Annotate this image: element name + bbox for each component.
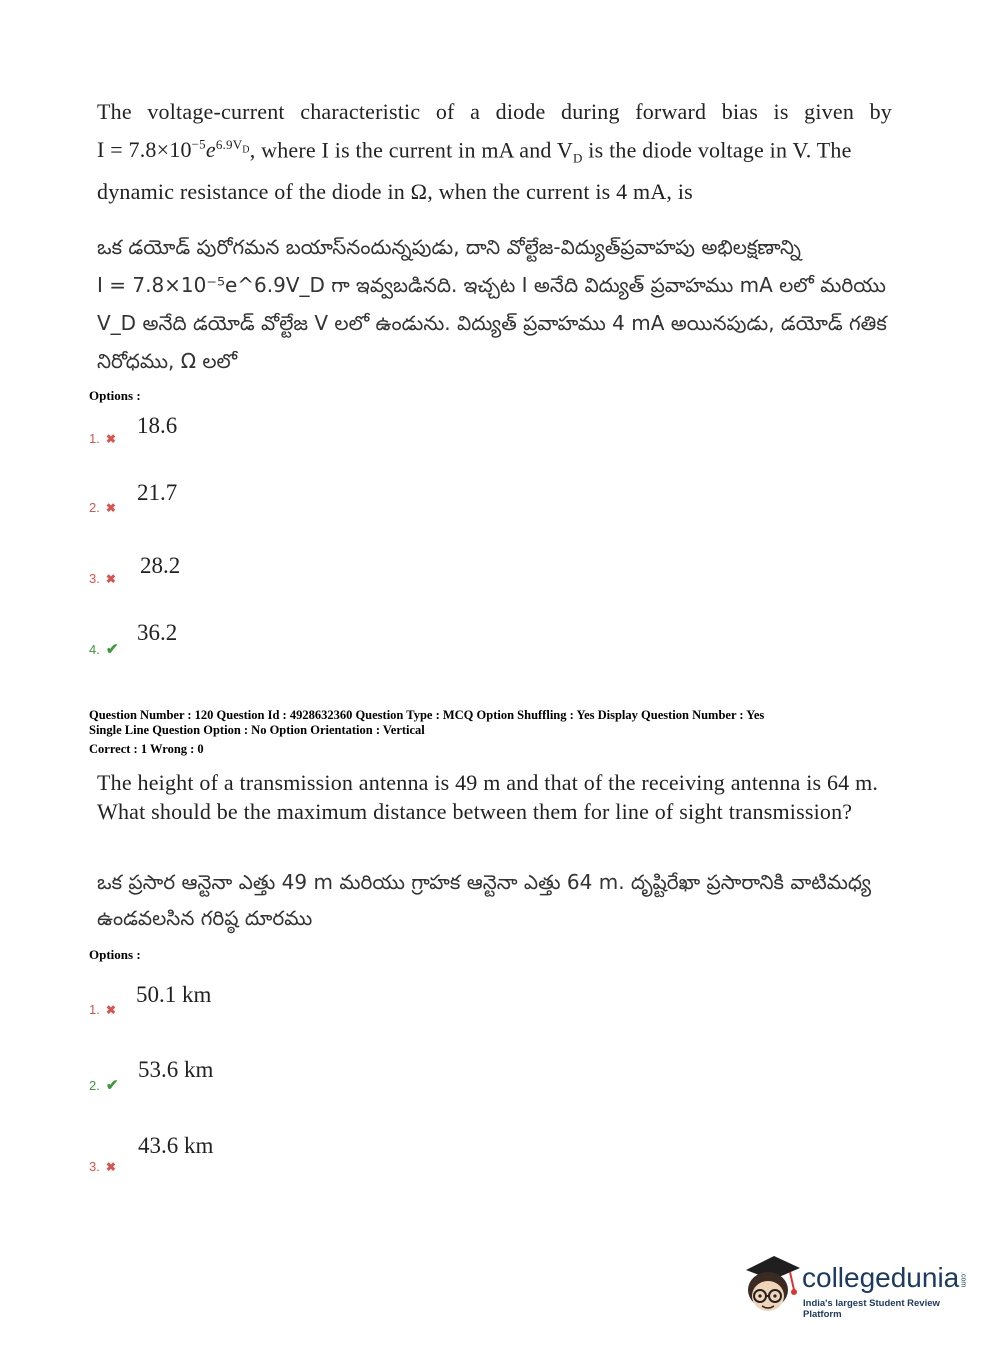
check-icon: ✔ xyxy=(105,641,119,658)
q120-te-line2: ఉండవలసిన గరిష్ఠ దూరము xyxy=(97,906,313,930)
option-number: 2. xyxy=(89,1078,100,1093)
q120-meta xyxy=(89,708,909,757)
check-icon: ✔ xyxy=(105,1077,119,1094)
option-value: 36.2 xyxy=(137,620,178,645)
q120-meta-line2: Single Line Question Option : No Option Orientation : Vertical xyxy=(89,723,425,737)
option-value: 50.1 km xyxy=(136,982,212,1007)
q119-te-line4: నిరోధము, Ω లలో xyxy=(97,349,238,373)
option-value: 18.6 xyxy=(137,413,178,438)
wrong-icon: ✖ xyxy=(105,501,116,515)
option-number: 2. xyxy=(89,500,100,515)
wrong-icon: ✖ xyxy=(105,572,116,586)
option-number: 3. xyxy=(89,571,100,586)
q119-options-label: Options : xyxy=(89,388,141,403)
q119-formula: $I = 7.8\times 10^{-5}e^{6.9V_D}$ xyxy=(97,137,250,163)
option-value: 21.7 xyxy=(137,480,178,505)
q119-te-line3: V_D అనేది డయోడ్ వోల్టేజ V లలో ఉండును. విద్యుత్ ప్రవాహము 4 mA అయినపుడు, డయోడ్ గతిక xyxy=(97,311,887,335)
q120-en-line2: What should be the maximum distance between them for line of sight transmission? xyxy=(97,799,853,824)
q120-te-line1: ఒక ప్రసార ఆన్టెనా ఎత్తు 49 m మరియు గ్రాహక ఆన్టెనా ఎత్తు 64 m. దృష్టిరేఖా ప్రసారానికి వాటిమధ్య xyxy=(97,870,872,894)
q120-meta-line1: Question Number : 120 Question Id : 4928632360 Question Type : MCQ Option Shuffling : Yes Display Question Number : Yes xyxy=(89,708,765,722)
q119-te-line1: ఒక డయోడ్ పురోగమన బయాస్‌నందున్నపుడు, దాని వోల్టేజ-విద్యుత్‌ప్రవాహపు అభిలక్షణాన్ని xyxy=(97,235,801,259)
option-value: 53.6 km xyxy=(138,1057,214,1082)
question-120-english xyxy=(97,768,897,826)
q119-en-line3: dynamic resistance of the diode in Ω, when the current is 4 mA, is xyxy=(97,178,693,204)
question-119-english xyxy=(97,95,892,208)
logo-name: collegedunia.com xyxy=(802,1262,967,1293)
question-119-telugu xyxy=(97,228,897,380)
logo-tagline: India's largest Student Review Platform xyxy=(803,1298,940,1320)
q120-meta-line3: Correct : 1 Wrong : 0 xyxy=(89,742,204,756)
mascot-icon xyxy=(740,1250,802,1316)
option-number: 4. xyxy=(89,642,100,657)
wrong-icon: ✖ xyxy=(105,1003,116,1017)
q119-en-line1: The voltage-current characteristic of a diode during forward bias is given by xyxy=(97,99,892,124)
wrong-icon: ✖ xyxy=(105,1160,116,1174)
collegedunia-logo[interactable] xyxy=(740,1248,980,1320)
q120-options-label: Options : xyxy=(89,947,141,962)
q120-en-line1: The height of a transmission antenna is 49 m and that of the receiving antenna is 64 m. xyxy=(97,770,879,795)
q119-en-line2: $I = 7.8\times 10^{-5}e^{6.9V_D}$, where I is the current in mA and $V_D$ is the diode voltage in V. The xyxy=(97,137,852,166)
option-number: 1. xyxy=(89,431,100,446)
logo-dotcom: .com xyxy=(959,1272,967,1288)
option-value: 43.6 km xyxy=(138,1133,214,1158)
question-120-telugu xyxy=(97,864,897,936)
option-number: 1. xyxy=(89,1002,100,1017)
q119-te-line2: I = 7.8×10⁻⁵e^6.9V_D గా ఇవ్వబడినది. ఇచ్చట I అనేది విద్యుత్ ప్రవాహము mA లలో మరియు xyxy=(97,273,886,297)
wrong-icon: ✖ xyxy=(105,432,116,446)
option-value: 28.2 xyxy=(140,553,181,578)
option-number: 3. xyxy=(89,1159,100,1174)
